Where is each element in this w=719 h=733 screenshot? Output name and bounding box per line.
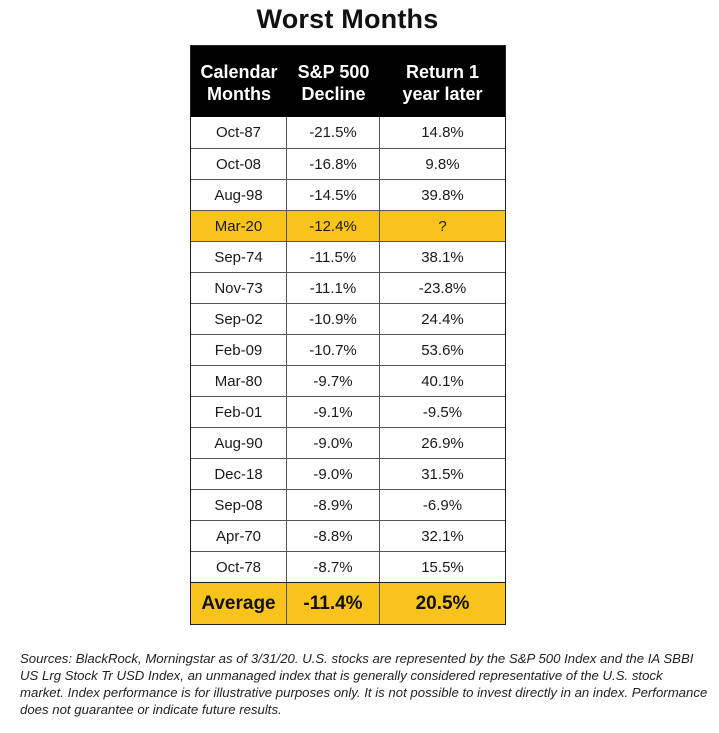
cell-return: 39.8% bbox=[421, 186, 464, 204]
cell-decline: -14.5% bbox=[287, 180, 380, 210]
cell-return: -6.9% bbox=[422, 496, 463, 514]
table-row bbox=[191, 148, 505, 179]
table-row bbox=[191, 458, 505, 489]
cell-month: Mar-20 bbox=[191, 211, 287, 241]
table-row bbox=[191, 427, 505, 458]
table-row bbox=[191, 241, 505, 272]
average-return: 20.5% bbox=[415, 592, 470, 614]
cell-decline: -9.7% bbox=[287, 366, 380, 396]
cell-return: 40.1% bbox=[421, 372, 464, 390]
worst-months-table bbox=[190, 45, 506, 625]
cell-decline: -11.1% bbox=[287, 273, 380, 303]
header-line: Months bbox=[207, 83, 271, 104]
cell-month: Apr-70 bbox=[191, 521, 287, 551]
cell-return: 26.9% bbox=[421, 434, 464, 452]
cell-month: Mar-80 bbox=[191, 366, 287, 396]
cell-return: 14.8% bbox=[421, 124, 464, 141]
table-row bbox=[191, 179, 505, 210]
cell-decline: -12.4% bbox=[287, 211, 380, 241]
header-sp500-decline bbox=[287, 46, 380, 117]
cell-return: 32.1% bbox=[421, 527, 464, 545]
cell-return: 24.4% bbox=[421, 310, 464, 328]
cell-decline: -8.8% bbox=[287, 521, 380, 551]
table-row bbox=[191, 117, 505, 148]
cell-month: Sep-74 bbox=[191, 242, 287, 272]
cell-month: Oct-87 bbox=[191, 117, 287, 148]
header-line: Return 1 bbox=[405, 61, 479, 82]
chart-title: Worst Months bbox=[256, 4, 439, 34]
table-row-highlighted bbox=[191, 210, 505, 241]
header-line: Calendar bbox=[200, 61, 278, 82]
cell-decline: -10.7% bbox=[287, 335, 380, 365]
header-calendar-months bbox=[191, 46, 287, 117]
cell-month: Sep-08 bbox=[191, 490, 287, 520]
cell-return: 31.5% bbox=[421, 465, 464, 483]
cell-month: Feb-01 bbox=[191, 397, 287, 427]
table-average-row bbox=[191, 582, 505, 624]
cell-month: Oct-78 bbox=[191, 552, 287, 582]
table-row bbox=[191, 272, 505, 303]
cell-return: -23.8% bbox=[418, 279, 467, 297]
cell-return: 15.5% bbox=[421, 558, 464, 576]
cell-month: Aug-98 bbox=[191, 180, 287, 210]
header-line: S&P 500 bbox=[297, 61, 370, 82]
header-line: year later bbox=[402, 83, 483, 104]
cell-decline: -9.0% bbox=[287, 428, 380, 458]
cell-decline: -11.5% bbox=[287, 242, 380, 272]
table-row bbox=[191, 489, 505, 520]
cell-month: Nov-73 bbox=[191, 273, 287, 303]
cell-return: 9.8% bbox=[425, 155, 460, 173]
cell-month: Feb-09 bbox=[191, 335, 287, 365]
cell-return: -9.5% bbox=[422, 403, 463, 421]
cell-return: 38.1% bbox=[421, 248, 464, 266]
cell-return: ? bbox=[438, 217, 447, 235]
cell-decline: -8.7% bbox=[287, 552, 380, 582]
table-row bbox=[191, 334, 505, 365]
cell-decline: -9.0% bbox=[287, 459, 380, 489]
table-body bbox=[191, 117, 505, 582]
cell-return: 53.6% bbox=[421, 341, 464, 359]
header-return-1-year-later bbox=[380, 46, 505, 117]
table-row bbox=[191, 303, 505, 334]
average-label: Average bbox=[191, 583, 287, 624]
cell-month: Sep-02 bbox=[191, 304, 287, 334]
cell-decline: -9.1% bbox=[287, 397, 380, 427]
table-header bbox=[191, 46, 505, 117]
cell-month: Aug-90 bbox=[191, 428, 287, 458]
cell-decline: -8.9% bbox=[287, 490, 380, 520]
source-note: Sources: BlackRock, Morningstar as of 3/31/20. U.S. stocks are represented by the S&P 500 Index and the IA SBBI US Lrg Stock Tr USD Index, an unmanaged index that is generally considered representative of the U.S. stock market. Index performance is for illustrative purposes only. It is not possible to invest directly in an index. Performance does not guarantee or indicate future results. bbox=[20, 651, 708, 717]
cell-decline: -21.5% bbox=[287, 117, 380, 148]
table-row bbox=[191, 520, 505, 551]
table-row bbox=[191, 551, 505, 582]
table-row bbox=[191, 396, 505, 427]
cell-decline: -16.8% bbox=[287, 149, 380, 179]
cell-decline: -10.9% bbox=[287, 304, 380, 334]
table-row bbox=[191, 365, 505, 396]
cell-month: Dec-18 bbox=[191, 459, 287, 489]
cell-month: Oct-08 bbox=[191, 149, 287, 179]
header-line: Decline bbox=[301, 83, 366, 104]
average-decline: -11.4% bbox=[287, 583, 380, 624]
